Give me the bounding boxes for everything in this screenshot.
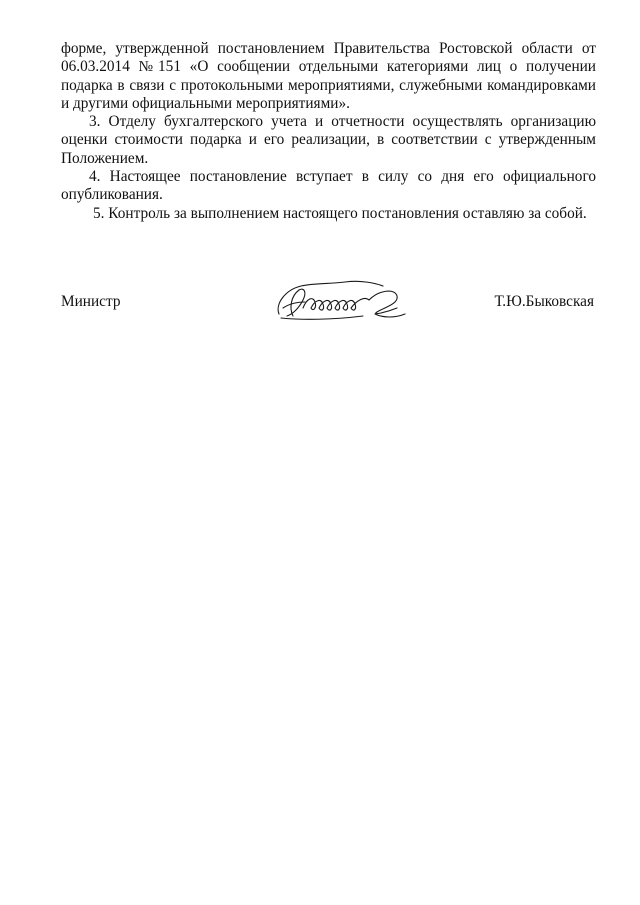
text-line: Положением. [61,149,149,167]
signer-position: Министр [61,293,121,310]
signature-block [61,278,594,328]
signer-name: Т.Ю.Быковская [494,293,594,310]
text-line: и другими официальными мероприятиями». [61,94,350,112]
text-line: 5. Контроль за выполнением настоящего постановления оставляю за собой. [93,204,587,222]
text-line: форме, утвержденной постановлением Правительства Ростовской области от [61,40,596,57]
handwritten-signature-icon [271,278,411,322]
text-line: 4. Настоящее постановление вступает в силу со дня его официального [89,168,596,186]
text-line: опубликования. [61,186,163,204]
text-line: 06.03.2014 №151 «О сообщении отдельными категориями лиц о получении [61,58,596,76]
text-line: 3. Отделу бухгалтерского учета и отчетности осуществлять организацию [89,113,596,131]
text-line: подарка в связи с протокольными мероприятиями, служебными командировками [61,76,596,94]
document-body [61,40,596,223]
text-line: оценки стоимости подарка и его реализации, в соответствии с утвержденным [61,131,596,149]
